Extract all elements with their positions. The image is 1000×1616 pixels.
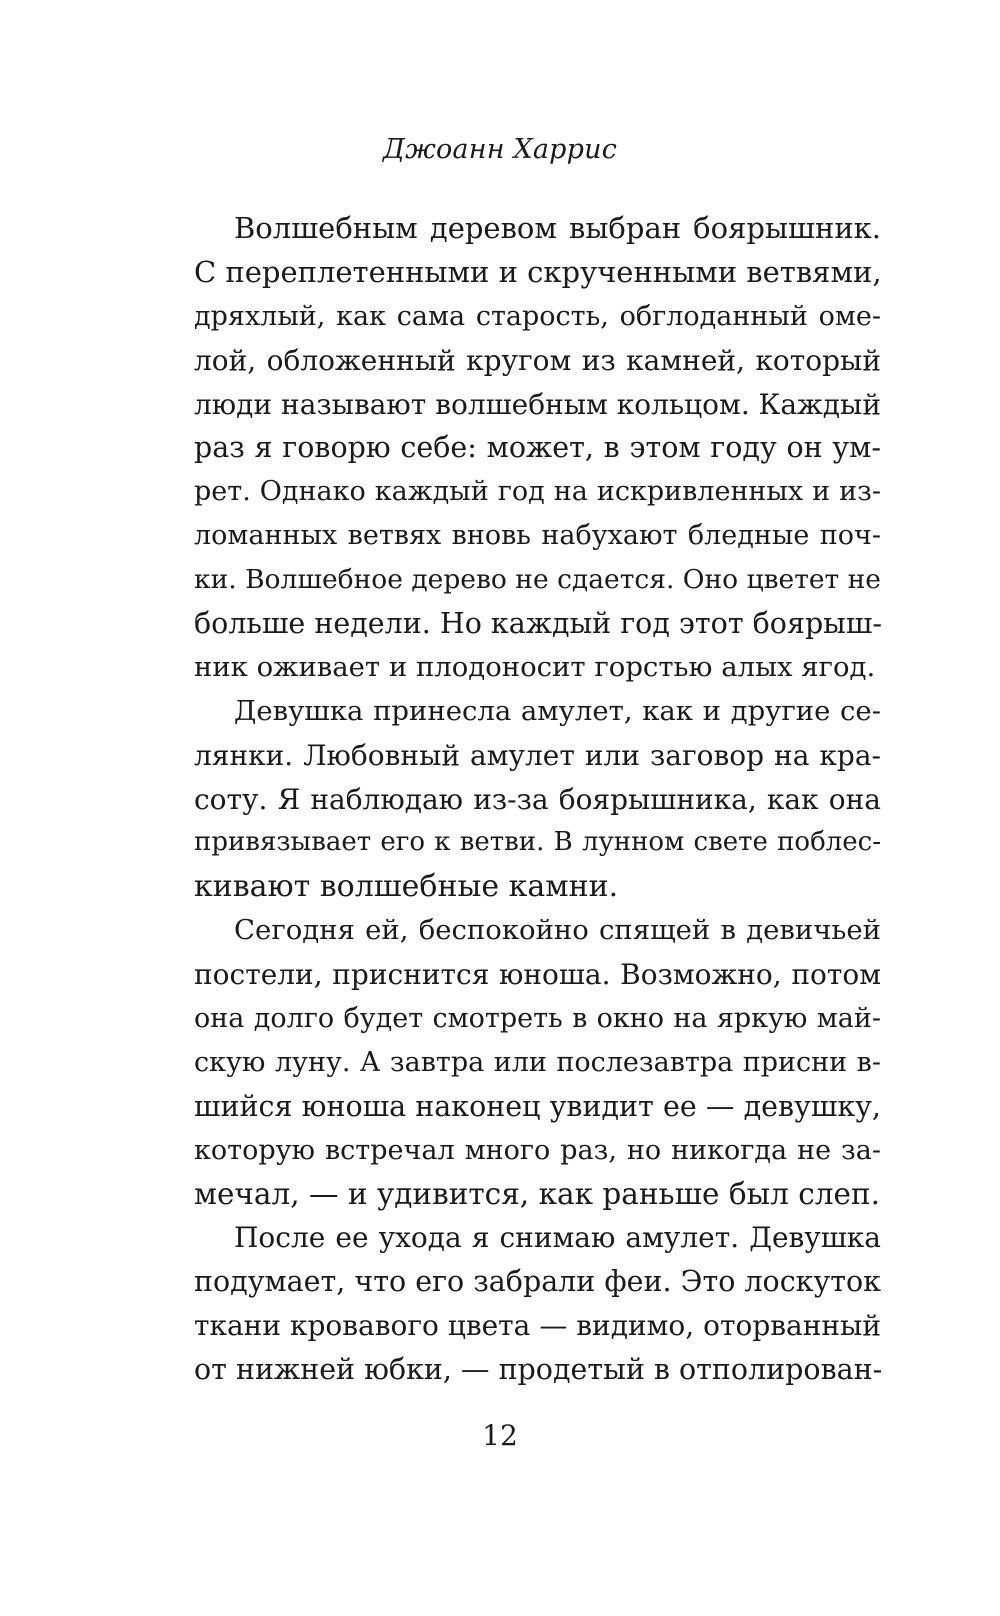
running-header-author: Джоанн Харрис (382, 134, 618, 165)
paragraph (194, 909, 881, 1216)
text-line: от нижней юбки, — продетый в отполирован- (194, 1353, 883, 1387)
text-line: привязывает его к ветви. В лунном свете поблес- (194, 827, 881, 858)
paragraph (194, 1216, 881, 1392)
text-line: она долго будет смотреть в окно на яркую май- (194, 1003, 881, 1035)
text-line: люди называют волшебным кольцом. Каждый (194, 387, 881, 421)
text-line: ткани кровавого цвета — видимо, оторванный (194, 1309, 881, 1343)
page-number: 12 (482, 1419, 518, 1452)
text-line: раз я говорю себе: может, в этом году он ум- (194, 431, 881, 465)
text-line: скую луну. А завтра или послезавтра присни в- (194, 1046, 881, 1078)
text-line: мечал, — и удивится, как раньше был слеп. (194, 1176, 880, 1211)
text-line: лянки. Любовный амулет или заговор на кра- (194, 738, 881, 772)
text-line: дряхлый, как сама старость, обглоданный оме- (194, 300, 881, 332)
text-line: шийся юноша наконец увидит ее — девушку, (194, 1089, 881, 1123)
body-text (194, 207, 881, 1392)
text-line: кивают волшебные камни. (194, 869, 619, 905)
text-line: которую встречал много раз, но никогда не за- (194, 1134, 881, 1166)
text-line: лой, обложенный кругом из камней, который (194, 343, 881, 377)
text-line: Сегодня ей, беспокойно спящей в девичьей (234, 914, 881, 947)
text-line: больше недели. Но каждый год этот боярыш- (194, 607, 882, 641)
text-line: С переплетенными и скрученными ветвями, (194, 254, 882, 289)
text-line: постели, приснится юноша. Возможно, потом (194, 958, 881, 992)
text-line: После ее ухода я снимаю амулет. Девушка (234, 1221, 881, 1255)
text-line: ломанных ветвях вновь набухают бледные поч- (194, 520, 881, 552)
paragraph (194, 690, 881, 909)
text-line: Девушка принесла амулет, как и другие се- (234, 694, 881, 727)
text-line: подумает, что его забрали феи. Это лоскуток (194, 1265, 881, 1299)
text-line: ки. Волшебное дерево не сдается. Оно цветет не (194, 564, 881, 596)
text-line: соту. Я наблюдаю из-за боярышника, как она (194, 782, 881, 816)
text-line: рет. Однако каждый год на искривленных и из- (194, 476, 881, 508)
paragraph (194, 207, 881, 690)
text-line: ник оживает и плодоносит горстью алых ягод. (194, 650, 876, 683)
text-line: Волшебным деревом выбран боярышник. (234, 211, 881, 245)
